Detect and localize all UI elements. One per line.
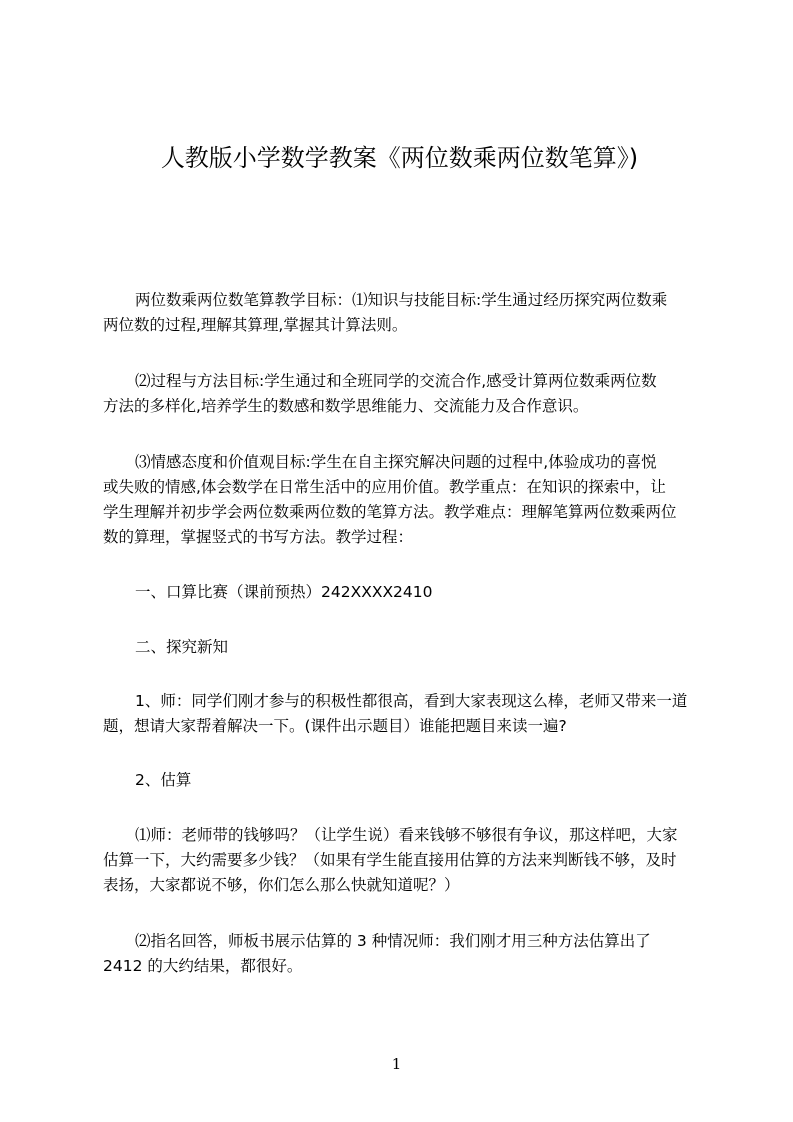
text-line: 两位数乘两位数笔算教学目标：⑴知识与技能目标:学生通过经历探究两位数乘 [135, 291, 668, 309]
paragraph-objectives-emotion [103, 450, 698, 550]
text-line: 表扬，大家都说不够，你们怎么那么快就知道呢？） [103, 876, 460, 894]
text-line: 方法的多样化,培养学生的数感和数学思维能力、交流能力及合作意识。 [103, 397, 589, 415]
document-title: 人教版小学数学教案《两位数乘两位数笔算》) [160, 144, 639, 172]
paragraph-objectives-process [103, 369, 698, 419]
paragraph-objectives-knowledge [103, 288, 698, 338]
text-line: ⑶情感态度和价值观目标:学生在自主探究解决问题的过程中,体验成功的喜悦 [135, 453, 657, 471]
text-line: 1、师：同学们刚才参与的积极性都很高，看到大家表现这么棒，老师又带来一道 [135, 692, 688, 710]
text-line: 二、探究新知 [135, 638, 229, 656]
text-line: 数的算理，掌握竖式的书写方法。教学过程： [103, 528, 414, 546]
paragraph-step-1 [103, 689, 698, 739]
text-line: 一、口算比赛（课前预热）242XXXX2410 [135, 583, 433, 601]
page-number: 1 [391, 1055, 402, 1073]
text-line: 或失败的情感,体会数学在日常生活中的应用价值。教学重点：在知识的探索中，让 [103, 478, 666, 496]
text-line: ⑵指名回答，师板书展示估算的 3 种情况师：我们刚才用三种方法估算出了 [135, 932, 651, 950]
text-line: 估算一下，大约需要多少钱？（如果有学生能直接用估算的方法来判断钱不够，及时 [103, 851, 677, 869]
text-line: 题，想请大家帮着解决一下。(课件出示题目）谁能把题目来读一遍? [103, 717, 567, 735]
text-line: ⑵过程与方法目标:学生通过和全班同学的交流合作,感受计算两位数乘两位数 [135, 372, 657, 390]
section-heading-explore [103, 635, 698, 660]
paragraph-estimate-1 [103, 823, 698, 898]
text-line: 2412 的大约结果，都很好。 [103, 957, 303, 975]
text-line: 两位数的过程,理解其算理,掌握其计算法则。 [103, 316, 408, 334]
section-heading-oral-contest [103, 580, 698, 605]
text-line: 2、估算 [135, 771, 192, 789]
section-heading-estimate [103, 768, 698, 793]
paragraph-estimate-2 [103, 929, 698, 979]
text-line: ⑴师：老师带的钱够吗？（让学生说）看来钱够不够很有争议，那这样吧，大家 [135, 826, 678, 844]
text-line: 学生理解并初步学会两位数乘两位数的笔算方法。教学难点：理解笔算两位数乘两位 [103, 503, 677, 521]
